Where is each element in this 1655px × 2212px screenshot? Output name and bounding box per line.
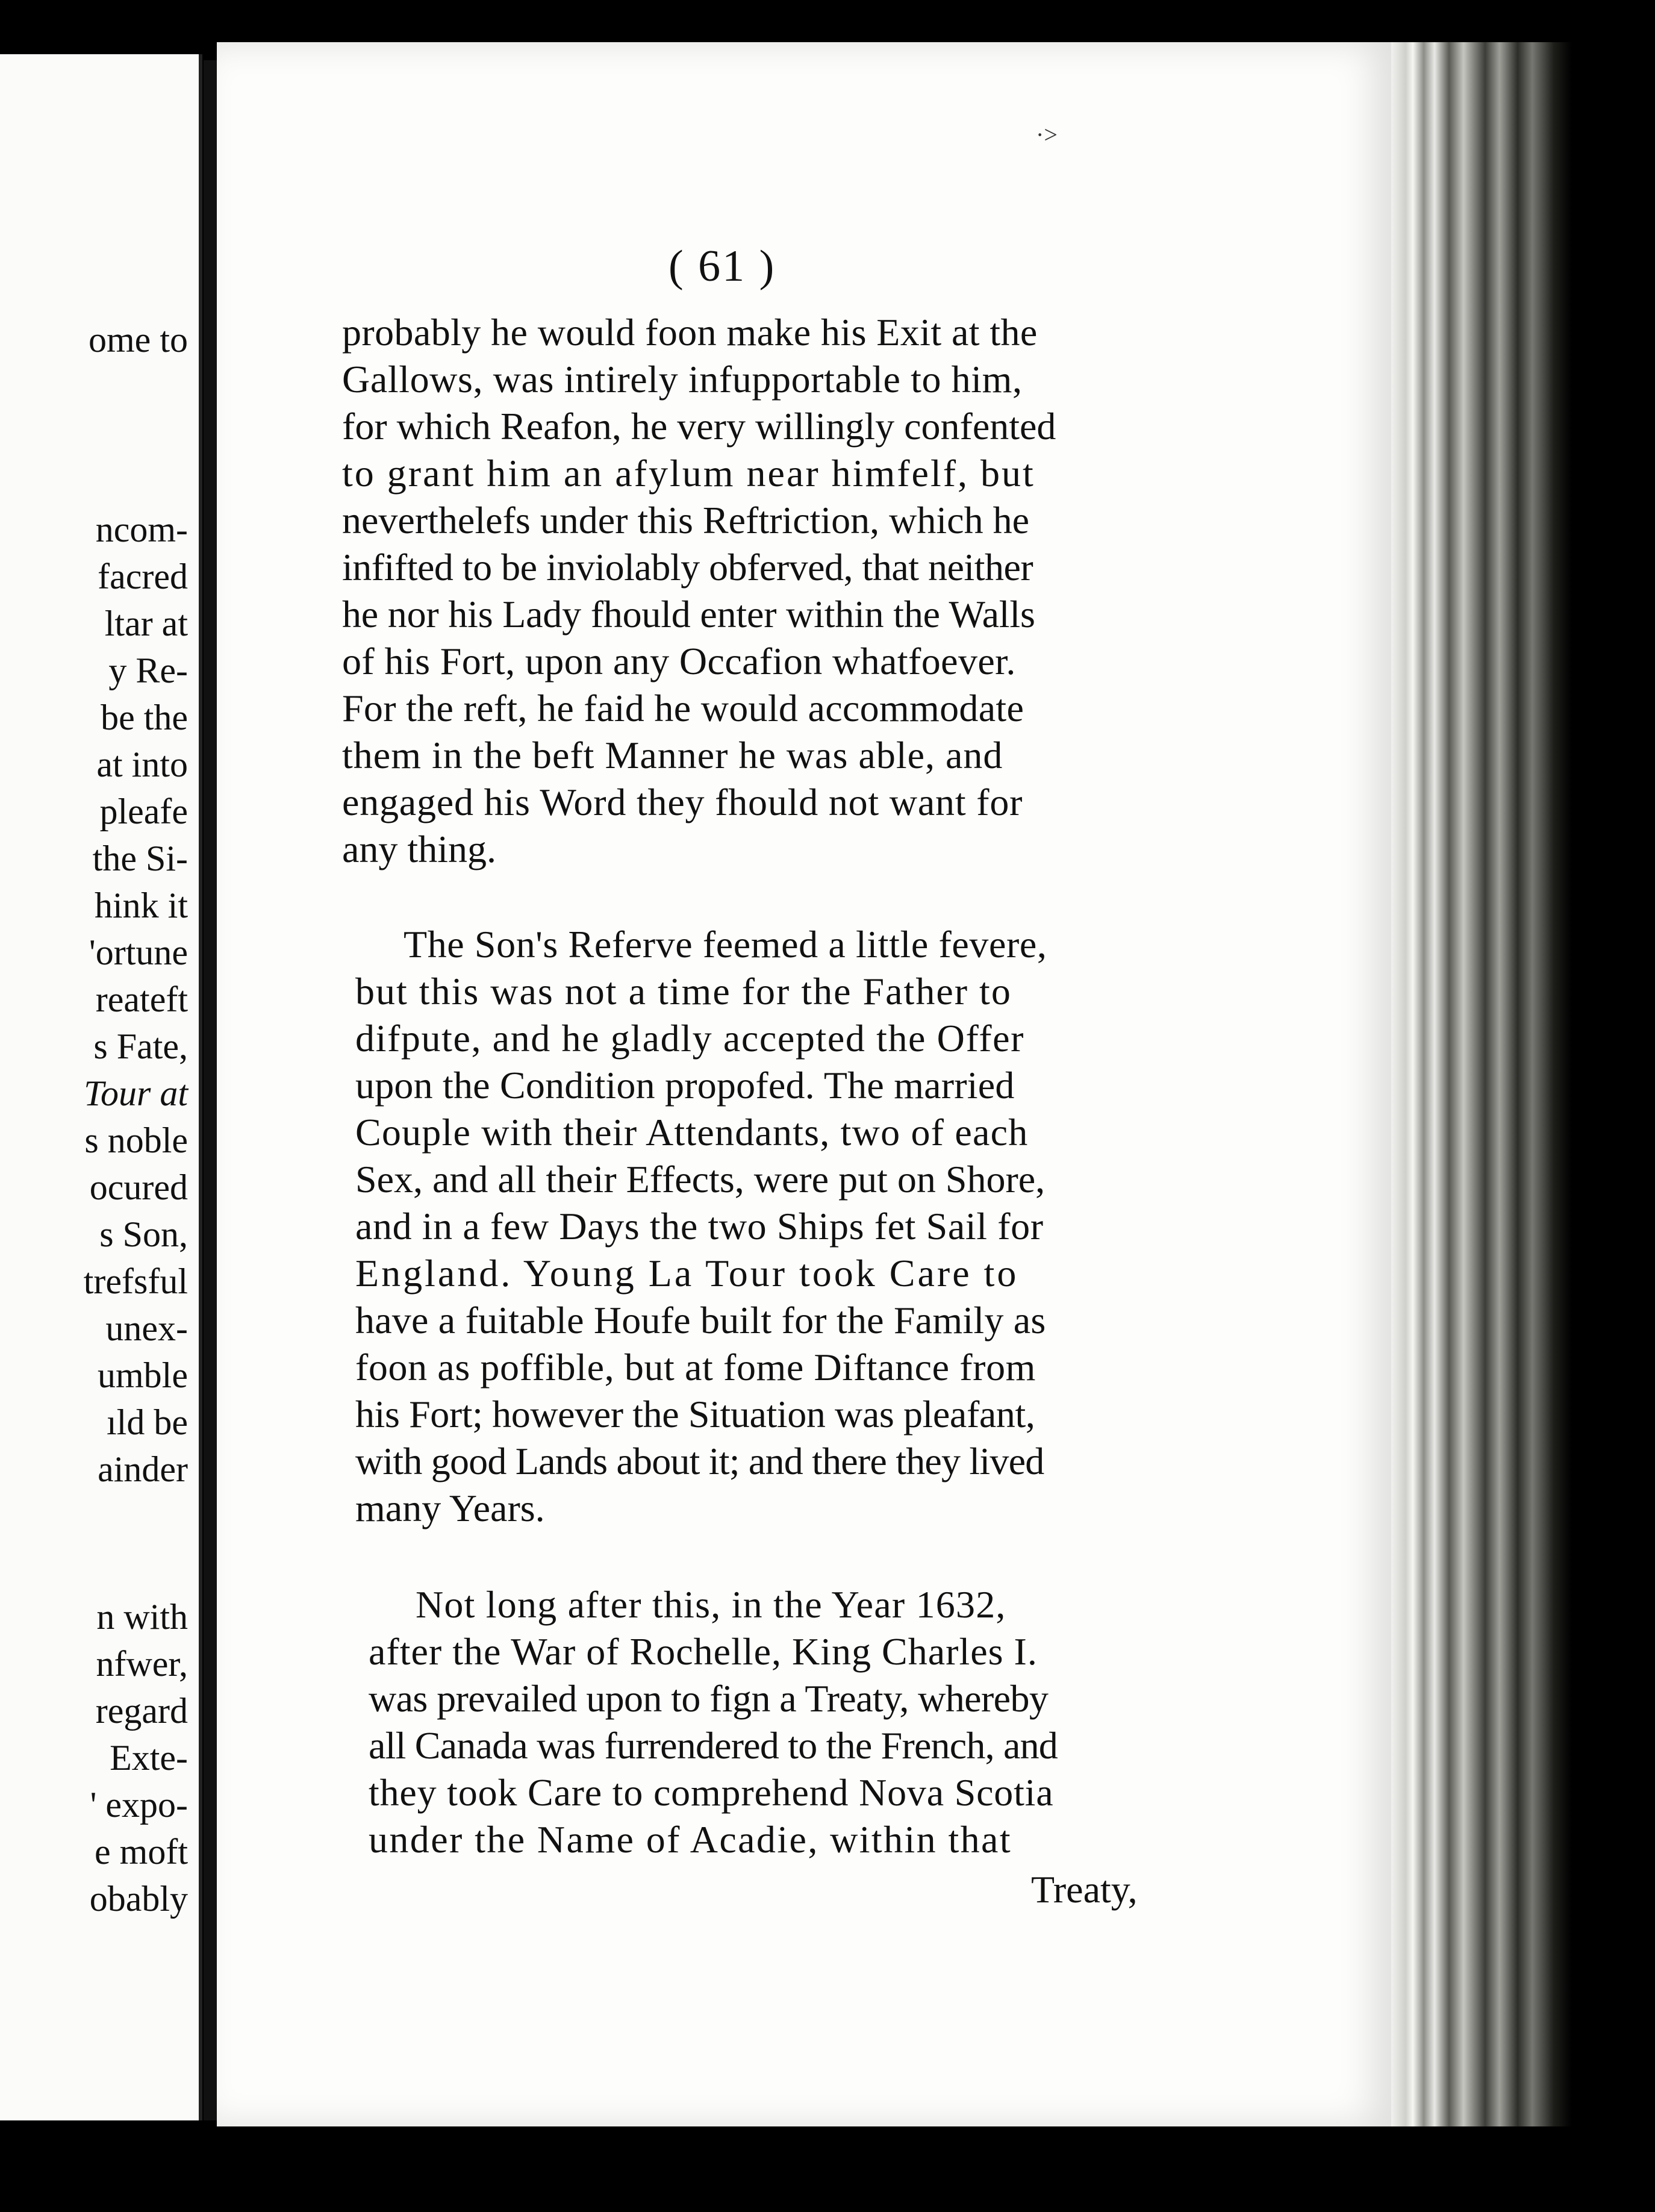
left-page-line: s Son, — [99, 1214, 188, 1254]
left-page-line: s noble — [84, 1120, 188, 1160]
text-line: but this was not a time for the Father to — [355, 970, 1012, 1013]
left-page-line: trefsful — [83, 1261, 188, 1301]
text-line: infifted to be inviolably obferved, that neither — [342, 546, 1033, 589]
left-page-line: ocured — [89, 1167, 188, 1207]
left-page-line: ainder — [98, 1449, 188, 1489]
text-line: many Years. — [355, 1487, 545, 1529]
text-line: and in a few Days the two Ships fet Sail for — [355, 1205, 1044, 1248]
left-page-line: umble — [98, 1355, 188, 1395]
left-page-line: ncom- — [95, 510, 188, 549]
left-page-line: pleafe — [99, 792, 188, 831]
left-page-line: n with — [96, 1597, 188, 1637]
margin-mark: ·˃ — [1036, 121, 1058, 148]
text-line: have a fuitable Houfe built for the Family as — [355, 1299, 1046, 1342]
text-line: probably he would foon make his Exit at the — [342, 311, 1038, 354]
page-edges — [1391, 42, 1572, 2126]
left-page-line: obably — [89, 1879, 188, 1919]
text-line: any thing. — [342, 828, 496, 870]
left-page-line: nfwer, — [96, 1644, 188, 1684]
left-page-line: the Si- — [92, 839, 188, 878]
left-page-line: be the — [101, 698, 188, 737]
left-page-line: at into — [96, 745, 188, 784]
text-line: Sex, and all their Effects, were put on Shore, — [355, 1158, 1046, 1201]
catchword: Treaty, — [1031, 1868, 1138, 1911]
text-line: engaged his Word they fhould not want for — [342, 781, 1023, 823]
left-page-line: reateft — [95, 979, 188, 1019]
text-line: Not long after this, in the Year 1632, — [416, 1583, 1006, 1626]
text-line: For the reft, he faid he would accommodate — [342, 687, 1024, 730]
text-line: The Son's Referve feemed a little fevere, — [404, 923, 1047, 966]
left-page-line: s Fate, — [93, 1026, 188, 1066]
left-page-line: hink it — [94, 886, 188, 925]
left-page-line: ome to — [89, 320, 188, 360]
left-page-line: unex- — [105, 1308, 188, 1348]
text-line: with good Lands about it; and there they lived — [355, 1440, 1044, 1482]
text-line: foon as poffible, but at fome Diftance from — [355, 1346, 1036, 1389]
text-line: under the Name of Acadie, within that — [369, 1818, 1012, 1861]
text-line: was prevailed upon to fign a Treaty, whereby — [369, 1677, 1049, 1720]
text-line: they took Care to comprehend Nova Scotia — [369, 1771, 1054, 1814]
text-line: neverthelefs under this Reftriction, which he — [342, 499, 1029, 542]
left-page-line: ıld be — [107, 1402, 188, 1442]
text-line: England. Young La Tour took Care to — [355, 1252, 1019, 1295]
left-page-line: e moft — [95, 1832, 188, 1872]
facing-left-page — [0, 54, 202, 2120]
left-page-line: y Re- — [108, 651, 188, 690]
text-line: he nor his Lady fhould enter within the Walls — [342, 593, 1035, 636]
left-page-line: ' expo- — [90, 1785, 188, 1825]
left-page-line: Exte- — [110, 1738, 188, 1778]
left-page-line: facred — [98, 557, 188, 596]
text-line: after the War of Rochelle, King Charles I. — [369, 1630, 1038, 1673]
left-page-line: ltar at — [104, 604, 188, 643]
text-line: for which Reafon, he very willingly confented — [342, 405, 1056, 448]
left-page-line: Tour at — [84, 1073, 188, 1113]
text-line: Gallows, was intirely infupportable to him, — [342, 358, 1023, 401]
page-number: ( 61 ) — [669, 242, 776, 291]
left-page-line: 'ortune — [89, 933, 188, 972]
text-line: his Fort; however the Situation was pleafant, — [355, 1393, 1035, 1436]
text-line: them in the beft Manner he was able, and — [342, 734, 1003, 776]
left-page-line: regard — [95, 1691, 188, 1731]
text-line: to grant him an afylum near himfelf, but — [342, 452, 1035, 495]
text-line: difpute, and he gladly accepted the Offer — [355, 1017, 1025, 1060]
text-line: of his Fort, upon any Occafion whatfoever. — [342, 640, 1016, 683]
text-line: all Canada was furrendered to the French, and — [369, 1724, 1058, 1767]
text-line: upon the Condition propofed. The married — [355, 1064, 1015, 1107]
text-line: Couple with their Attendants, two of each — [355, 1111, 1029, 1154]
